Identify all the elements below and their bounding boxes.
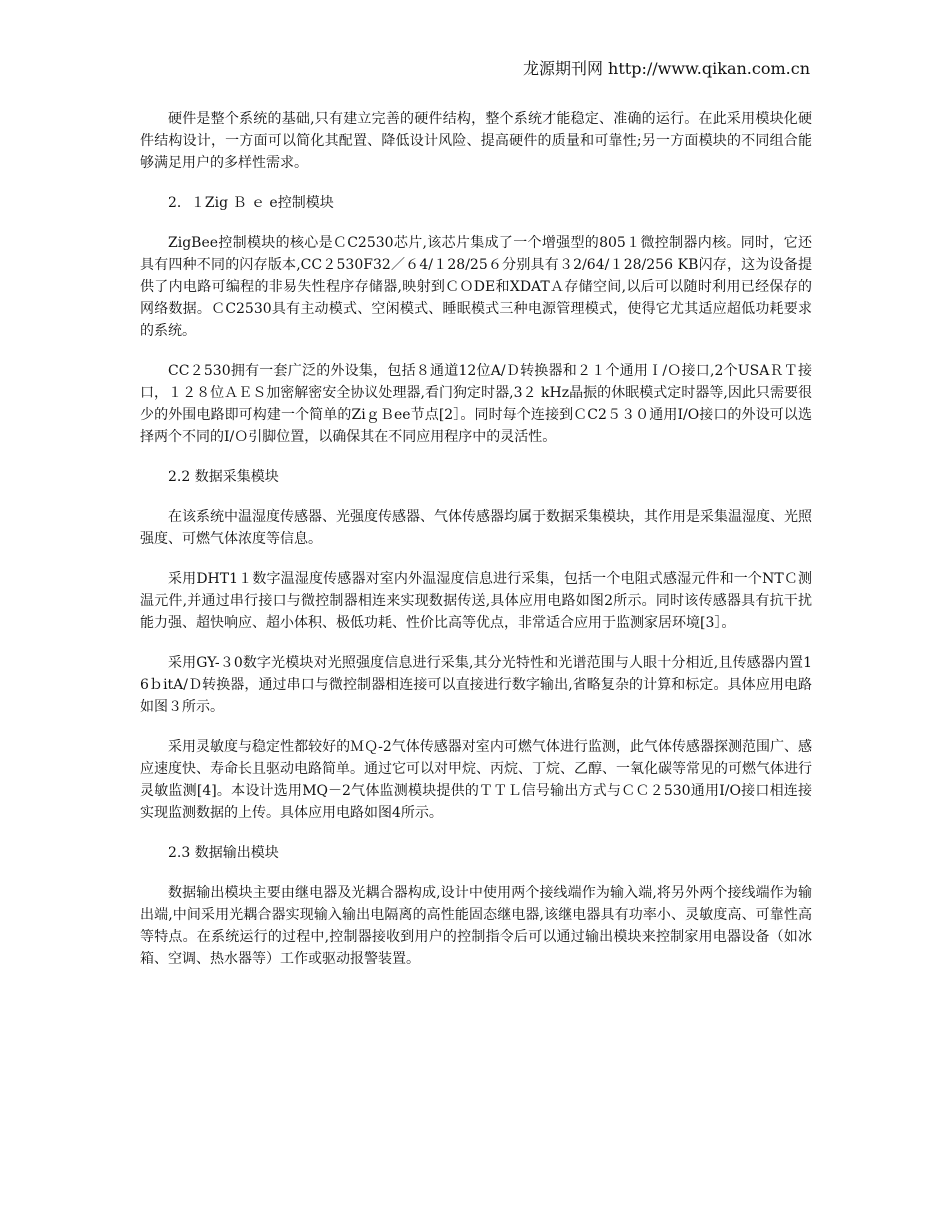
paragraph-dht11-sensor: 采用DHT1１数字温湿度传感器对室内外温湿度信息进行采集，包括一个电阻式感湿元件和一个NTＣ测温元件,并通过串行接口与微控制器相连来实现数据传送,具体应用电路如图2所示。同时该传感器具有抗干扰能力强、超快响应、超小体积、极低功耗、性价比高等优点，非常适合应用于监测家居环境[3］。	[140, 571, 812, 631]
paragraph-hardware-basis: 硬件是整个系统的基础,只有建立完善的硬件结构，整个系统才能稳定、准确的运行。在此采用模块化硬件结构设计，一方面可以简化其配置、降低设计风险、提高硬件的质量和可靠性;另一方面模块的不同组合能够满足用户的多样性需求。	[140, 111, 812, 171]
article-body	[140, 108, 812, 988]
paragraph-output-module: 数据输出模块主要由继电器及光耦合器构成,设计中使用两个接线端作为输入端,将另外两个接线端作为输出端,中间采用光耦合器实现输入输出电隔离的高性能固态继电器,该继电器具有功率小、灵敏度高、可靠性高等特点。在系统运行的过程中,控制器接收到用户的控制指令后可以通过输出模块来控制家用电器设备（如冰箱、空调、热水器等）工作或驱动报警装置。	[140, 885, 812, 967]
heading-zigbee-module: 2．１Zig Ｂ ｅ e控制模块	[168, 195, 334, 211]
heading-data-output: 2.3 数据输出模块	[168, 845, 279, 861]
heading-data-acquisition: 2.2 数据采集模块	[168, 469, 279, 485]
paragraph-mq2-sensor: 采用灵敏度与稳定性都较好的ＭＱ-2气体传感器对室内可燃气体进行监测，此气体传感器探测范围广、感应速度快、寿命长且驱动电路简单。通过它可以对甲烷、丙烷、丁烷、乙醇、一氧化碳等常见的可燃气体进行灵敏监测[4]。本设计选用MQ－2气体监测模块提供的ＴＴＬ信号输出方式与ＣＣ２530通用I/O接口相连接实现监测数据的上传。具体应用电路如图4所示。	[140, 739, 812, 821]
site-header: 龙源期刊网 http://www.qikan.com.cn	[522, 59, 810, 78]
paragraph-acquisition-overview: 在该系统中温湿度传感器、光强度传感器、气体传感器均属于数据采集模块，其作用是采集温湿度、光照强度、可燃气体浓度等信息。	[140, 509, 812, 547]
paragraph-cc2530-peripherals: CC２530拥有一套广泛的外设集，包括８通道12位A/Ｄ转换器和２１个通用Ｉ/Ｏ接口,2个USAＲＴ接口，１２８位ＡＥＳ加密解密安全协议处理器,看门狗定时器,3２ kHz晶振的休眠模式定时器等,因此只需要很少的外围电路即可构建一个简单的ZiｇＢee节点[2］。同时每个连接到ＣC2５３０通用I/O接口的外设可以选择两个不同的I/Ｏ引脚位置，以确保其在不同应用程序中的灵活性。	[140, 363, 812, 445]
paragraph-gy30-sensor: 采用GY-３0数字光模块对光照强度信息进行采集,其分光特性和光谱范围与人眼十分相近,且传感器内置16ｂitA/Ｄ转换器，通过串口与微控制器相连接可以直接进行数字输出,省略复杂的计算和标定。具体应用电路如图３所示。	[140, 655, 812, 715]
paragraph-zigbee-core: ZigBee控制模块的核心是ＣC2530芯片,该芯片集成了一个增强型的805１微控制器内核。同时，它还具有四种不同的闪存版本,CC２530F32／６4/１28/25６分别具有３2/64/１28/256 KB闪存，这为设备提供了内电路可编程的非易失性程序存储器,映射到ＣＯDE和XDATＡ存储空间,以后可以随时利用已经保存的网络数据。ＣC2530具有主动模式、空闲模式、睡眠模式三种电源管理模式，使得它尤其适应超低功耗要求的系统。	[140, 235, 812, 339]
